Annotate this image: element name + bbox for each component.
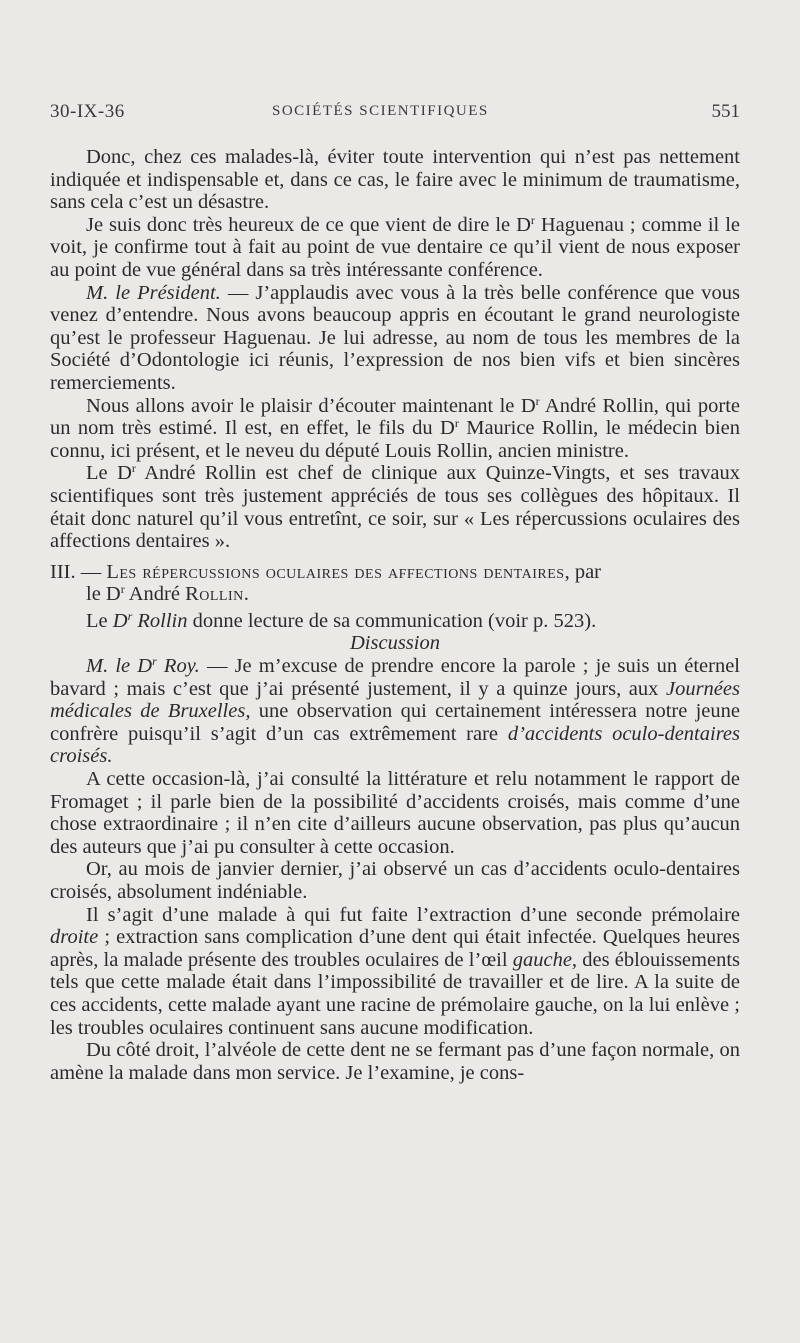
speaker-roy: M. le $D^r$ Roy.: [86, 654, 200, 678]
accidents-phrase: d’accidents oculo-dentaires croisés.: [50, 722, 740, 768]
section-by: , par: [564, 560, 601, 583]
paragraph-3: [50, 282, 740, 395]
section-number: III. —: [50, 560, 107, 583]
paragraph-6: [50, 610, 740, 633]
paragraph-10: [50, 904, 740, 1040]
paragraph-1: Donc, chez ces malades-là, éviter toute intervention qui n’est pas nettement indiquée et indispensable et, dans ce cas, le faire avec le minimum de traumatisme, sans cela c’est un désastre.: [50, 146, 740, 214]
paragraph-7-a: — Je m’excuse de prendre encore la parole ; je suis un éternel bavard ; mais c’est que j’ai présenté justement, il y a quinze jours, aux: [50, 655, 741, 700]
section-heading: [50, 561, 740, 606]
speaker-president: M. le Président.: [86, 281, 221, 304]
paragraph-5: Le $D^r$ André Rollin est chef de clinique aux Quinze-Vingts, et ses travaux scientifiques sont très justement appréciés de tous ses collègues des hôpitaux. Il était donc naturel qu’il vous entretînt, ce soir, sur « Les répercussions oculaires des affections dentaires ».: [50, 461, 740, 553]
header-title: SOCIÉTÉS SCIENTIFIQUES: [272, 103, 489, 119]
paragraph-9: Or, au mois de janvier dernier, j’ai observé un cas d’accidents oculo-dentaires croisés, absolument indéniable.: [50, 858, 740, 903]
paragraph-11: Du côté droit, l’alvéole de cette dent ne se fermant pas d’une façon normale, on amène la malade dans mon service. Je l’examine, je cons-: [50, 1039, 740, 1084]
paragraph-10-b: ; extraction sans complication d’une dent qui était infectée. Quelques heures après, la malade présente des troubles oculaires de l’œil: [50, 926, 740, 971]
word-gauche: gauche,: [512, 948, 578, 971]
header-date: 30-IX-36: [50, 101, 125, 122]
page-number: 551: [711, 101, 740, 122]
section-end: .: [243, 583, 249, 606]
word-droite: droite: [50, 926, 99, 949]
section-author: Rollin: [185, 583, 244, 606]
paragraph-4: Nous allons avoir le plaisir d’écouter maintenant le $D^r$ André Rollin, qui porte un nom très estimé. Il est, en effet, le fils du $D^r$ Maurice Rollin, le médecin bien connu, ici présent, et le neveu du député Louis Rollin, ancien ministre.: [50, 393, 740, 462]
running-header: [50, 101, 740, 131]
discussion-heading: Discussion: [350, 632, 440, 655]
page-body: [50, 146, 740, 1084]
paragraph-10-a: Il s’agit d’une malade à qui fut faite l’extraction d’une seconde prémolaire: [86, 903, 740, 926]
paragraph-7-b: une observation qui certainement intéressera notre jeune confrère puisqu’il s’agit d’un cas extrêmement rare: [50, 700, 741, 745]
paragraph-8: A cette occasion-là, j’ai consulté la littérature et relu notamment le rapport de Fromaget ; il parle bien de la possibilité d’accidents croisés, mais comme d’une chose extraordinaire ; il n’en cite d’ailleurs aucune observation, pas plus qu’aucun des auteurs que j’ai pu consulter à cette occasion.: [50, 768, 740, 858]
journees-title: Journées médicales de Bruxelles,: [50, 677, 740, 723]
section-title: Les répercussions oculaires des affections dentaires: [106, 560, 565, 583]
speaker-rollin: $D^r$ Rollin: [112, 608, 188, 632]
paragraph-10-c: des éblouissements tels que cette malade était dans l’impossibilité de travailler et de lire. A la suite de ces accidents, cette malade ayant une racine de prémolaire gauche, on la lui enlève ; les troubles oculaires continuent sans aucune modification.: [50, 948, 740, 1039]
paragraph-7: [50, 655, 740, 768]
paragraph-3-text: — J’applaudis avec vous à la très belle conférence que vous venez d’entendre. Nous avons beaucoup appris en écoutant le grand neurologiste qu’est le professeur Haguenau. Je lui adresse, au nom de tous les membres de la Société d’Odontologie ici réunis, l’expression de nos bien vifs et bien sincères remerciements.: [50, 281, 740, 394]
paragraph-2: Je suis donc très heureux de ce que vient de dire le $D^r$ Haguenau ; comme il le voit, je confirme tout à fait au point de vue dentaire ce qu’il vient de nous exposer au point de vue général dans sa très intéressante conférence.: [50, 212, 741, 281]
section-author-prefix: le $D^r$ André: [86, 582, 186, 606]
paragraph-6-b: donne lecture de sa communication (voir p. 523).: [187, 609, 597, 632]
paragraph-6-a: Le: [86, 609, 113, 632]
